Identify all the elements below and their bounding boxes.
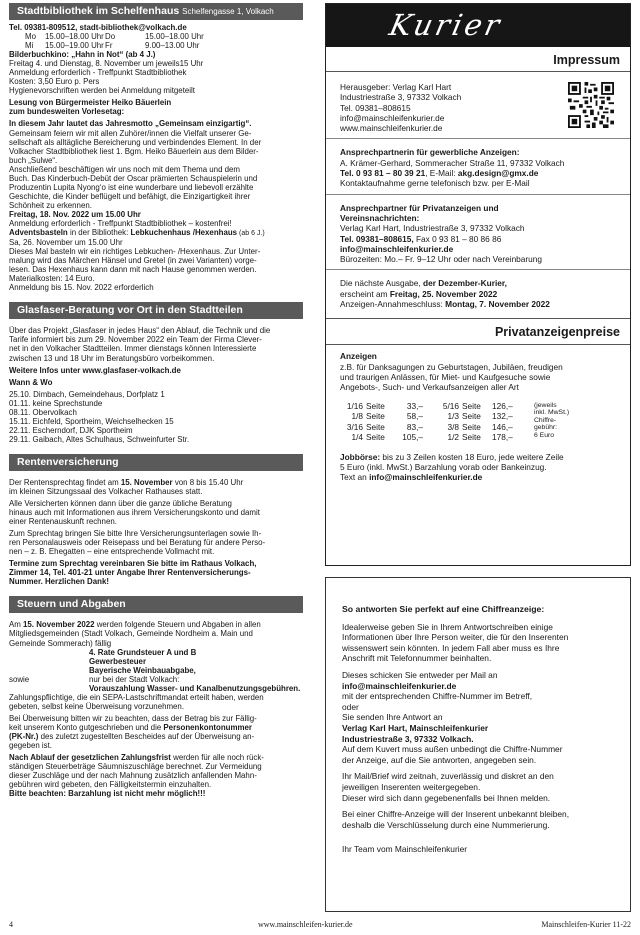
steuern-line: ständigen Steuerbeträge Säumniszuschläge berechnet. Zur Vermeidung [9, 762, 262, 772]
schedule-item: 01.11. keine Sprechstunde [9, 398, 103, 408]
glasfaser-header: Glasfaser-Beratung vor Ort in den Stadtteilen [9, 302, 303, 319]
price-unit: Seite [462, 421, 481, 432]
job-text: Text an [340, 472, 370, 483]
price-size: 1/8 [351, 411, 363, 422]
rente-line: nen – z. B. Ehegatten – eine entsprechende Vollmacht mit. [9, 547, 215, 557]
price-note: Chiffre- [534, 416, 557, 424]
steuern-sowie [9, 675, 303, 684]
price-value: 105,– [402, 432, 423, 443]
privat-tel: Tel. 09381–808615, [340, 233, 414, 244]
hours-day: Mo [25, 32, 36, 42]
job-text: bis zu 3 Zeilen kosten 18 Euro, jede weitere Zeile [380, 451, 564, 462]
chiffre-line: Informationen über Ihre Person weiter, die für den Inserenten [342, 632, 569, 643]
lesung-line: Buch. Das Kinderbuch-Debüt der Oscar prämierten Schauspielerin und [9, 173, 258, 183]
steuern-line: Mitgliedsgemeinden (Stadt Volkach, Gemeinde Nordheim a. Main und [9, 629, 253, 639]
anzeigen-desc: Angebots-, Such- und Verkaufsanzeigen aller Art [340, 382, 519, 393]
sowie-text: nur bei der Stadt Volkach: [89, 674, 180, 684]
advent-mid: in der Bibliothek: [67, 228, 131, 238]
privatpreise-title: Privatanzeigenpreise [494, 325, 620, 340]
privat-subtitle: Vereinsnachrichten: [340, 212, 420, 223]
price-unit: Seite [462, 400, 481, 411]
steuern-voraus: Vorauszahlung Wasser- und Kanalbenutzungsgebühren. [89, 683, 301, 693]
hours-time: 9.00–13.00 Uhr [145, 41, 200, 51]
price-size: 1/3 [447, 411, 459, 422]
kurier-logo-text: Kurier [386, 8, 506, 42]
lesung-line: Gemeinsam feiern wir mit allen Zuhörer/innen die Vielfalt unserer Ge- [9, 128, 252, 138]
chiffre-address: Industriestraße 3, 97332 Volkach. [342, 733, 474, 744]
chiffre-line: Bei einer Chiffre-Anzeige will der Inserent unbekannt bleiben, [342, 809, 570, 820]
steuern-line: Gemeinde Sommerach) fällig [9, 638, 112, 648]
rente-p1-text: Der Rentensprechtag findet am [9, 477, 121, 487]
library-contact: Tel. 09381-809512, stadt-bibliothek@volkach.de [9, 23, 187, 32]
rente-p1 [9, 478, 303, 487]
next-bold: Montag, 7. November 2022 [445, 299, 550, 310]
lesung-line: Geschichte, die Kinder beflügelt und befähigt, die Einzigartigkeit ihrer [9, 191, 251, 201]
advent-line: Materialkosten: 14 Euro. [9, 274, 95, 284]
steuern-line: Bei Überweisung bitten wir zu beachten, dass der Betrag bis zur Fällig- [9, 713, 257, 723]
rente-line: ren Personalausweis oder Reisepass und bei Beratung für andere Perso- [9, 538, 266, 548]
lesung-line: Volkacher Stadtbibliothek liest 1. Bgm. Heiko Bäuerlein aus dem Bilder- [9, 146, 259, 156]
chiffre-line: Sie senden Ihre Antwort an [342, 712, 443, 723]
steuern-line: gebühren wird gebeten, den Fälligkeitstermin einzuhalten. [9, 780, 212, 790]
chiffre-line: jeweiligen Inserenten weitergegeben. [342, 781, 481, 792]
publisher-email-link[interactable]: info@mainschleifenkurier.de [340, 112, 445, 123]
price-value: 132,– [492, 411, 513, 422]
schedule-item: 25.10. Dimbach, Gemeindehaus, Dorfplatz 1 [9, 389, 165, 399]
next-bold: Freitag, 25. November 2022 [389, 288, 498, 299]
kurier-logo [326, 4, 630, 47]
lesung-note: Anmeldung erforderlich - Treffpunkt Stadtbibliothek – kostenfrei! [9, 218, 232, 228]
lesung-title: Lesung von Bürgermeister Heiko Bäuerlein [9, 98, 172, 108]
lesung-line: Schönheit zu erkennen. [9, 200, 92, 210]
next-bold: der Dezember-Kurier, [423, 278, 507, 289]
price-value: 83,– [406, 421, 423, 432]
advent-line: Dieses Mal basteln wir ein richtiges Lebkuchen- /Hexenhaus. Zur Unter- [9, 247, 261, 257]
glasfaser-intro-line: zwischen 13 und 18 Uhr im Beratungsbüro vorbeikommen. [9, 353, 215, 363]
price-value: 178,– [492, 432, 513, 443]
gewerbe-contact [340, 168, 618, 178]
price-unit: Seite [462, 411, 481, 422]
chiffre-line: Ihr Mail/Brief wird zeitnah, zuverlässig und diskret an den [342, 771, 554, 782]
steuern-p3 [9, 732, 303, 741]
steuern-line: Zahlungspflichtige, die ein SEPA-Lastschriftmandat erteilt haben, werden [9, 692, 264, 702]
lesung-line: Produzentin Lupita Nyong‘o ist eine wunderbare und liebevoll erzählte [9, 182, 254, 192]
steuern-text: Am [9, 620, 24, 630]
publisher-line: Tel. 09381–808615 [340, 102, 411, 113]
rente-termin-line: Zimmer 14, Tel. 401-21 unter Angabe Ihrer Rentenversicherungs- [9, 568, 251, 578]
gewerbe-mail-label: , E-Mail: [425, 168, 458, 179]
library-hours [9, 32, 303, 50]
price-unit: Seite [366, 400, 385, 411]
bilderbuch-line: Kosten: 3,50 Euro p. Pers [9, 77, 100, 87]
price-unit: Seite [366, 411, 385, 422]
lesung-line: Anschließend beschäftigen wir uns noch mit dem Thema und dem [9, 164, 240, 174]
steuern-item: Gewerbesteuer [89, 656, 147, 666]
glasfaser-intro-line: Über das Projekt „Glasfaser in jedes Haus“ den Ablauf, die Technik und die [9, 326, 271, 336]
rente-line: im kleinen Sitzungssaal des Volkacher Rathauses statt. [9, 486, 203, 496]
gewerbe-tel: Tel. 0 93 81 – 80 39 21 [340, 168, 426, 179]
price-notes [526, 401, 569, 443]
steuern-text: werden folgende Steuern und Abgaben in allen [94, 620, 261, 630]
steuern-closing: Bitte beachten: Barzahlung ist nicht mehr möglich!!! [9, 789, 206, 799]
hours-day: Mi [25, 41, 34, 51]
library-header [9, 3, 303, 20]
gewerbe-title: Ansprechpartnerin für gewerbliche Anzeigen: [340, 147, 520, 158]
privat-mail-link[interactable]: info@mainschleifenkurier.de [340, 243, 454, 254]
steuern-pk: Personenkontonummer [163, 722, 252, 732]
price-size: 5/16 [442, 400, 459, 411]
next-deadline [340, 299, 618, 309]
steuern-line: dieser Zuschläge und der nach Mahnung zusätzlich anfallenden Mahn- [9, 771, 257, 781]
next-text: erscheint am [340, 288, 390, 299]
hours-day: Fr [105, 41, 113, 51]
price-note: 6 Euro [534, 431, 555, 439]
advent-line: malung wird das Märchen Hänsel und Gretel (in zwei Varianten) vorge- [9, 256, 257, 266]
publisher-line: Herausgeber: Verlag Karl Hart [340, 82, 452, 92]
price-unit: Seite [462, 432, 481, 443]
impressum-box [325, 3, 631, 566]
chiffre-line: Dieser wird sich dann gegebenenfalls bei Ihnen melden. [342, 792, 551, 803]
schedule-item: 22.11. Escherndorf, DJK Sportheim [9, 425, 133, 435]
footer-url[interactable]: www.mainschleifen-kurier.de [258, 920, 353, 929]
price-unit: Seite [366, 421, 385, 432]
price-table [340, 401, 526, 443]
privat-contact [340, 234, 618, 244]
library-header-title: Stadtbibliothek im Schelfenhaus [17, 5, 180, 17]
price-size: 1/16 [346, 400, 363, 411]
job-label: Jobbörse: [340, 451, 381, 462]
steuern-pk-short: (PK-Nr.) [9, 732, 39, 741]
anzeigen-label: Anzeigen [340, 351, 377, 362]
hours-time: 15.00–18.00 Uhr [45, 32, 104, 42]
price-unit: Seite [366, 432, 385, 443]
glasfaser-wann-label: Wann & Wo [9, 377, 53, 387]
anzeigen-desc: und traurigen Anlässen, für Miet- und Kaufgesuche sowie [340, 371, 551, 382]
next-issue [340, 278, 618, 288]
publisher-web-link[interactable]: www.mainschleifenkurier.de [340, 123, 443, 134]
price-note: gebühr: [534, 424, 558, 432]
gewerbe-mail-link[interactable]: akg.design@gmx.de [457, 168, 539, 179]
steuern-text: des zuletzt zugestellten Bescheides auf der Überweisung an- [38, 732, 255, 741]
rente-p1-text: von 8 bis 15.40 Uhr [172, 477, 244, 487]
chiffre-line: wissenswert sein könnten. In jedem Fall aber muss es Ihre [342, 642, 560, 653]
advent-title [9, 228, 303, 238]
privat-title: Ansprechpartner für Privatanzeigen und [340, 202, 499, 213]
steuern-p3 [9, 723, 303, 732]
glasfaser-infos-link[interactable]: Weitere Infos unter www.glasfaser-volkach.de [9, 365, 181, 375]
rente-termin-line: Termine zum Sprechtag vereinbaren Sie bitte im Rathaus Volkach, [9, 559, 257, 569]
chiffre-box [325, 577, 631, 912]
job-line: 5 Euro (inkl. MwSt.) Barzahlung vorab oder Bankeinzug. [340, 461, 547, 472]
steuern-p1 [9, 620, 303, 629]
chiffre-line: Anschrift mit Telefonnummer beinhalten. [342, 653, 492, 664]
glasfaser-intro-line: Tarife informiert bis zum 29. November 2022 ein Team der Firma Clever- [9, 335, 262, 345]
steuern-date: 15. November 2022 [23, 620, 95, 630]
job-contact [340, 472, 618, 482]
rente-termin-line: Nummer. Herzlichen Dank! [9, 577, 109, 587]
lesung-line: sellschaft als alltägliche Bereicherung und verbindendes Element. In der [9, 137, 262, 147]
chiffre-line: Dieses schicken Sie entweder per Mail an [342, 669, 498, 680]
bilderbuch-line: Freitag 4. und Dienstag, 8. November um jeweils15 Uhr [9, 59, 204, 69]
lesung-date: Freitag, 18. Nov. 2022 um 15.00 Uhr [9, 209, 141, 219]
bilderbuch-line: Hygienevorschriften werden bei Anmeldung mitgeteilt [9, 86, 195, 96]
advent-line: lesen. Das Hexenhaus kann dann mit nach Hause genommen werden. [9, 265, 257, 275]
next-issue-date [340, 289, 618, 299]
advent-line: Sa, 26. November um 15.00 Uhr [9, 238, 123, 248]
advent-bold: Lebkuchenhaus /Hexenhaus [130, 228, 238, 238]
rente-date: 15. November [120, 477, 173, 487]
glasfaser-intro-line: net in den Volkacher Stadtteilen. Immer dienstags können Interessierte [9, 344, 257, 354]
lesung-line: buch „Sulwe“. [9, 155, 58, 165]
steuern-text: keit unserem Konto gutgeschrieben und die [9, 722, 164, 732]
steuern-p4 [9, 753, 303, 762]
footer-issue: Mainschleifen-Kurier 11-22 [541, 920, 631, 929]
price-note: inkl. MwSt.) [534, 409, 570, 417]
price-value: 58,– [406, 411, 423, 422]
steuern-text: werden für alle noch rück- [170, 753, 264, 763]
chiffre-line: mit der entsprechenden Chiffre-Nummer im Betreff, [342, 691, 533, 702]
lesung-motto: In diesem Jahr lautet das Jahresmotto „Gemeinsam einzigartig“. [9, 119, 252, 129]
schedule-item: 29.11. Gaibach, Altes Schulhaus, Schweinfurter Str. [9, 434, 190, 444]
advent-line: Anmeldung bis 15. Nov. 2022 erforderlich [9, 283, 154, 293]
qr-code-icon [568, 82, 614, 128]
chiffre-mail-link[interactable]: info@mainschleifenkurier.de [342, 680, 457, 691]
left-column [9, 3, 303, 798]
price-value: 126,– [492, 400, 513, 411]
rente-line: Zum Sprechtag bringen Sie bitte Ihre Versicherungsunterlagen sowie Ih- [9, 529, 262, 539]
job-mail-link[interactable]: info@mainschleifenkurier.de [369, 472, 483, 483]
hours-time: 15.00–19.00 Uhr [45, 41, 104, 51]
chiffre-line: oder [342, 701, 359, 712]
advent-age: (ab 6 J.) [237, 230, 265, 238]
bilderbuch-title: Bilderbuchkino: „Hahn in Not“ (ab 4 J.) [9, 50, 156, 60]
next-text: Die nächste Ausgabe, [340, 278, 424, 289]
price-note: (jeweils [534, 401, 557, 409]
schedule-item: 08.11. Obervolkach [9, 407, 77, 417]
chiffre-line: deshalb die Verschlüsselung durch eine Nummerierung. [342, 819, 550, 830]
price-size: 1/4 [351, 432, 363, 443]
steuern-item: 4. Rate Grundsteuer A und B [89, 647, 197, 657]
rente-header: Rentenversicherung [9, 454, 303, 471]
lesung-subtitle: zum bundesweiten Vorlesetag: [9, 107, 125, 117]
steuern-line: gebeten, selbst keine Überweisung vorzunehmen. [9, 701, 185, 711]
rente-line: Alle Versicherten können dann über die ganze übliche Beratung [9, 499, 232, 509]
price-size: 3/16 [346, 421, 363, 432]
privat-address: Verlag Karl Hart, Industriestraße 3, 97332 Volkach [340, 223, 525, 234]
privat-fax: Fax 0 93 81 – 80 86 86 [413, 233, 502, 244]
sowie-label: sowie [9, 674, 30, 684]
price-value: 146,– [492, 421, 513, 432]
anzeigen-desc: z.B. für Danksagungen zu Geburtstagen, Jubiläen, freudigen [340, 361, 563, 372]
hours-time: 15.00–18.00 Uhr [145, 32, 204, 42]
rente-line: hinaus auch mit Informationen aus ihrem Versicherungskonto und damit [9, 508, 260, 518]
page-number: 4 [9, 920, 13, 929]
steuern-item: Bayerische Weinbauabgabe, [89, 665, 196, 675]
steuern-frist: Nach Ablauf der gesetzlichen Zahlungsfrist [9, 753, 171, 763]
publisher-line: Industriestraße 3, 97332 Volkach [340, 92, 462, 103]
bilderbuch-line: Anmeldung erforderlich - Treffpunkt Stadtbibliothek [9, 68, 187, 78]
privat-hours: Bürozeiten: Mo.– Fr. 9–12 Uhr oder nach Vereinbarung [340, 254, 543, 265]
schedule-item: 15.11. Eichfeld, Sportheim, Weichselhecken 15 [9, 416, 174, 426]
rente-line: einer Rentenauskunft rechnen. [9, 517, 117, 527]
chiffre-address: Verlag Karl Hart, Mainschleifenkurier [342, 722, 489, 733]
price-size: 1/2 [447, 432, 459, 443]
chiffre-line: der Anzeige, auf die Sie antworten, angegeben sein. [342, 754, 537, 765]
impressum-title: Impressum [553, 53, 620, 67]
steuern-header: Steuern und Abgaben [9, 596, 303, 613]
steuern-line: gegeben ist. [9, 741, 52, 751]
hours-day: Do [105, 32, 116, 42]
price-value: 33,– [406, 400, 423, 411]
price-size: 3/8 [447, 421, 459, 432]
chiffre-line: Idealerweise geben Sie in Ihrem Antwortschreiben einige [342, 621, 553, 632]
chiffre-line: Auf dem Kuvert muss außen unbedingt die Chiffre-Nummer [342, 744, 563, 755]
jobboerse [340, 452, 618, 462]
chiffre-sign: Ihr Team vom Mainschleifenkurier [342, 844, 468, 855]
gewerbe-note: Kontaktaufnahme gerne telefonisch bzw. per E-Mail [340, 178, 530, 189]
library-header-address: Schelfengasse 1, Volkach [182, 7, 274, 16]
next-text: Anzeigen-Annahmeschluss: [340, 299, 446, 310]
chiffre-title: So antworten Sie perfekt auf eine Chiffreanzeige: [342, 604, 545, 614]
gewerbe-address: A. Krämer-Gerhard, Sommeracher Straße 11, 97332 Volkach [340, 157, 565, 168]
advent-label: Adventsbasteln [9, 228, 68, 238]
